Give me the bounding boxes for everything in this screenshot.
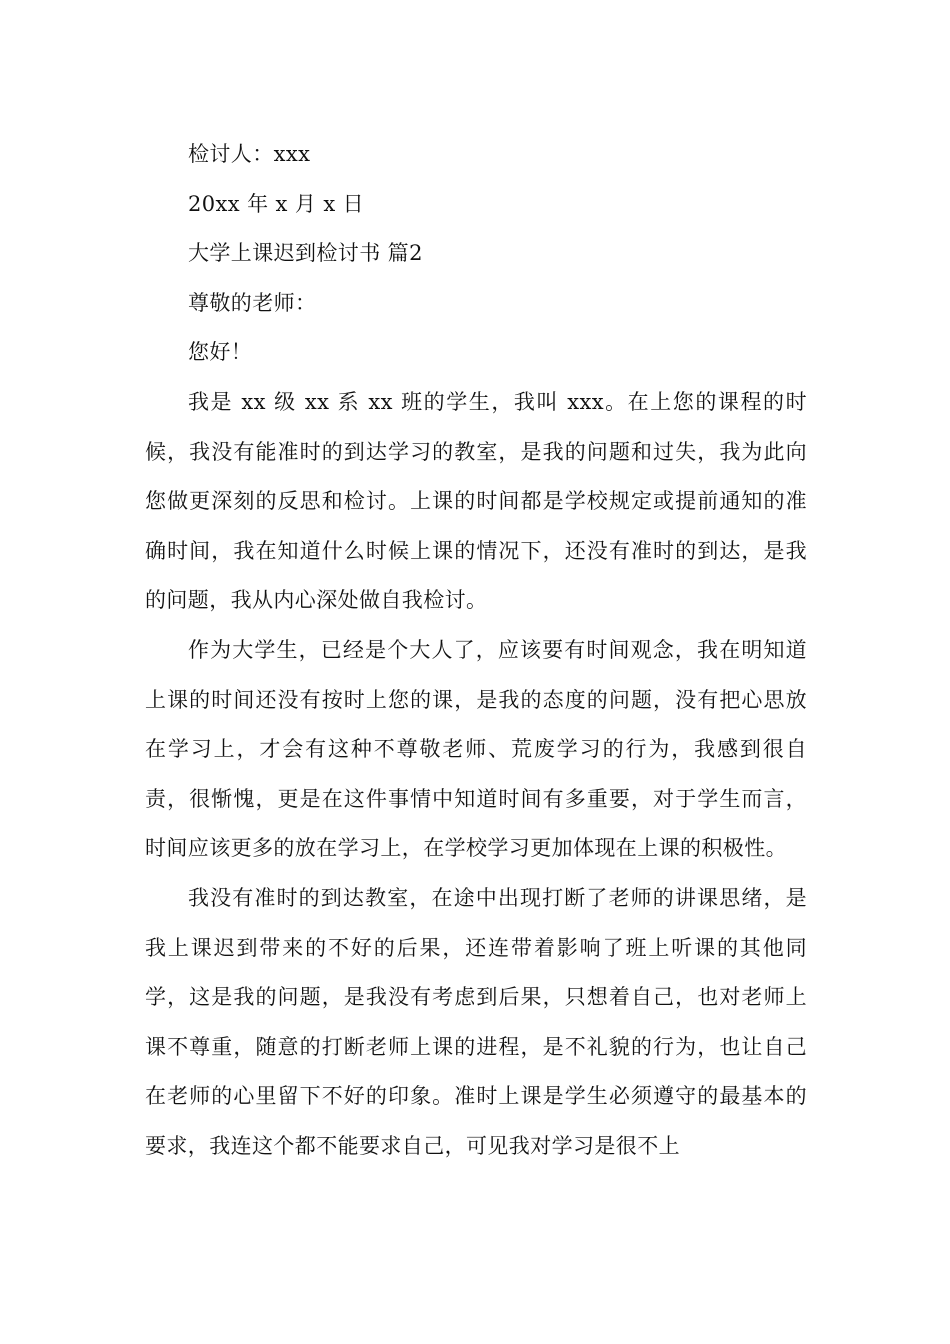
paragraph-2: 作为大学生，已经是个大人了，应该要有时间观念，我在明知道上课的时间还没有按时上您的课，是我的态度的问题，没有把心思放在学习上，才会有这种不尊敬老师、荒废学习的行为，我感到很自责，很惭愧，更是在这件事情中知道时间有多重要，对于学生而言，时间应该更多的放在学习上，在学校学习更加体现在上课的积极性。 xyxy=(145,637,807,861)
salutation: 尊敬的老师： xyxy=(188,290,317,315)
paragraph-3: 我没有准时的到达教室，在途中出现打断了老师的讲课思绪，是我上课迟到带来的不好的后果，还连带着影响了班上听课的其他同学，这是我的问题，是我没有考虑到后果，只想着自己，也对老师上课不尊重，随意的打断老师上课的进程，是不礼貌的行为，也让自己在老师的心里留下不好的印象。准时上课是学生必须遵守的最基本的要求，我连这个都不能要求自己，可见我对学习是很不上 xyxy=(145,885,807,1158)
paragraph-1: 我是 xx 级 xx 系 xx 班的学生，我叫 xxx。在上您的课程的时候，我没有能准时的到达学习的教室，是我的问题和过失，我为此向您做更深刻的反思和检讨。上课的时间都是学校规定或提前通知的准确时间，我在知道什么时候上课的情况下，还没有准时的到达，是我的问题，我从内心深处做自我检讨。 xyxy=(145,389,807,613)
signature-line: 检讨人：xxx xyxy=(188,142,311,166)
greeting: 您好！ xyxy=(188,340,253,365)
document-body xyxy=(145,130,807,1171)
date-line: 20xx 年 x 月 x 日 xyxy=(188,191,365,216)
section-title: 大学上课迟到检讨书 篇2 xyxy=(188,241,423,266)
